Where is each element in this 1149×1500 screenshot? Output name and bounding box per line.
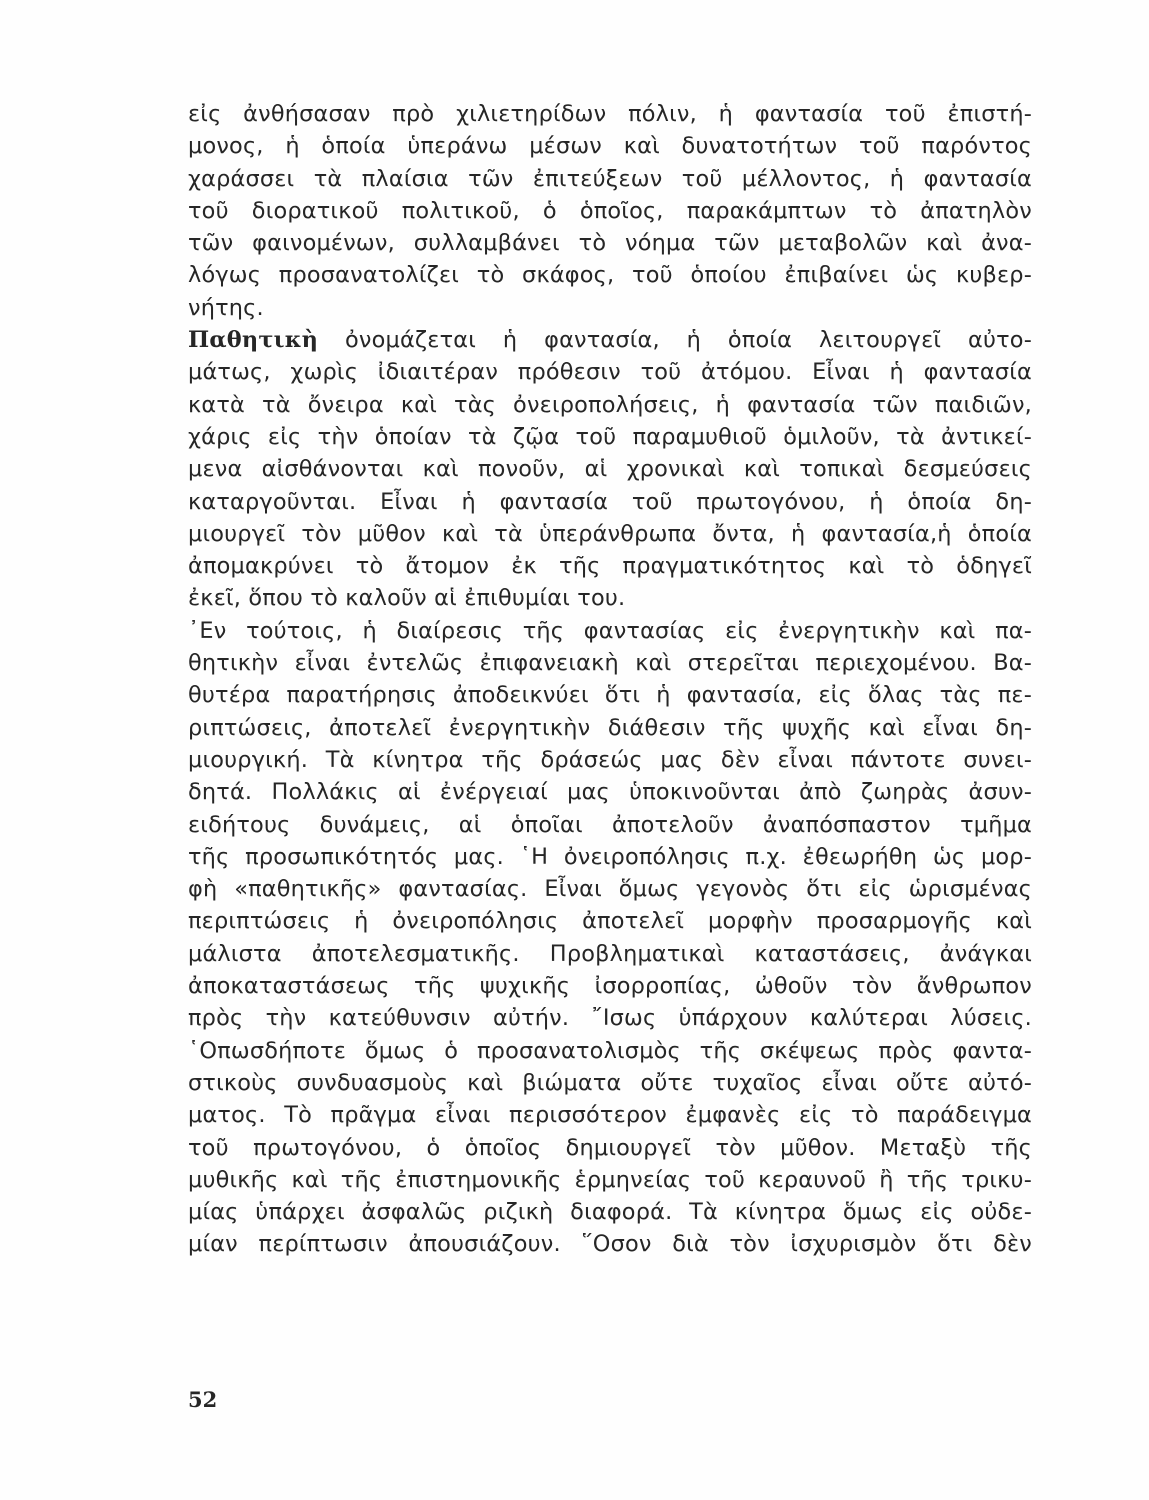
text-line: καταργοῦνται. Εἶναι ἡ φαντασία τοῦ πρωτογόνου, ἡ ὁποία δη- bbox=[188, 488, 1032, 515]
text-line: μίας ὑπάρχει ἀσφαλῶς ριζικὴ διαφορά. Τὰ κίνητρα ὅμως εἰς οὐδε- bbox=[188, 1199, 1032, 1226]
text-line: τῶν φαινομένων, συλλαμβάνει τὸ νόημα τῶν μεταβολῶν καὶ ἀνα- bbox=[188, 230, 1032, 257]
text-line: μυθικῆς καὶ τῆς ἐπιστημονικῆς ἑρμηνείας τοῦ κεραυνοῦ ἢ τῆς τρικυ- bbox=[188, 1166, 1032, 1193]
text-line: μιουργική. Τὰ κίνητρα τῆς δράσεώς μας δὲν εἶναι πάντοτε συνει- bbox=[188, 746, 1032, 773]
text-line: μάλιστα ἀποτελεσματικῆς. Προβληματικαὶ καταστάσεις, ἀνάγκαι bbox=[188, 940, 1032, 967]
text-line: ᾿Εν τούτοις, ἡ διαίρεσις τῆς φαντασίας εἰς ἐνεργητικὴν καὶ πα- bbox=[188, 617, 1032, 644]
text-line: μονος, ἡ ὁποία ὑπεράνω μέσων καὶ δυνατοτήτων τοῦ παρόντος bbox=[188, 133, 1032, 160]
text-line: κατὰ τὰ ὄνειρα καὶ τὰς ὀνειροπολήσεις, ἡ φαντασία τῶν παιδιῶν, bbox=[188, 391, 1032, 418]
term-bold: Παθητικὴ bbox=[188, 327, 319, 354]
text-line: θητικὴν εἶναι ἐντελῶς ἐπιφανειακὴ καὶ στερεῖται περιεχομένου. Βα- bbox=[188, 650, 1032, 677]
text-line: λόγως προσανατολίζει τὸ σκάφος, τοῦ ὁποίου ἐπιβαίνει ὡς κυβερ- bbox=[188, 262, 1032, 289]
text-line: ριπτώσεις, ἀποτελεῖ ἐνεργητικὴν διάθεσιν τῆς ψυχῆς καὶ εἶναι δη- bbox=[188, 714, 1032, 741]
text-line: τῆς προσωπικότητός μας. ῾Η ὀνειροπόλησις π.χ. ἐθεωρήθη ὡς μορ- bbox=[188, 843, 1032, 870]
text-line: μίαν περίπτωσιν ἀπουσιάζουν. ῞Οσον διὰ τὸν ἰσχυρισμὸν ὅτι δὲν bbox=[188, 1231, 1032, 1258]
text-line: χάρις εἰς τὴν ὁποίαν τὰ ζῷα τοῦ παραμυθιοῦ ὁμιλοῦν, τὰ ἀντικεί- bbox=[188, 423, 1032, 450]
text-line: ειδήτους δυνάμεις, αἱ ὁποῖαι ἀποτελοῦν ἀναπόσπαστον τμῆμα bbox=[188, 811, 1032, 838]
text-line: φὴ «παθητικῆς» φαντασίας. Εἶναι ὅμως γεγονὸς ὅτι εἰς ὡρισμένας bbox=[188, 876, 1032, 903]
text-line: ἀποκαταστάσεως τῆς ψυχικῆς ἰσορροπίας, ὠθοῦν τὸν ἄνθρωπον bbox=[188, 973, 1032, 1000]
text-line: μιουργεῖ τὸν μῦθον καὶ τὰ ὑπεράνθρωπα ὄντα, ἡ φαντασία,ἡ ὁποία bbox=[188, 520, 1032, 547]
text-run: ὀνομάζεται ἡ φαντασία, ἡ ὁποία λειτουργεῖ αὐτο- bbox=[318, 327, 1032, 354]
text-line: μενα αἰσθάνονται καὶ πονοῦν, αἱ χρονικαὶ καὶ τοπικαὶ δεσμεύσεις bbox=[188, 456, 1032, 483]
text-line: εἰς ἀνθήσασαν πρὸ χιλιετηρίδων πόλιν, ἡ φαντασία τοῦ ἐπιστή- bbox=[188, 101, 1032, 127]
text-line: θυτέρα παρατήρησις ἀποδεικνύει ὅτι ἡ φαντασία, εἰς ὅλας τὰς πε- bbox=[188, 682, 1032, 709]
text-line: ἀπομακρύνει τὸ ἄτομον ἐκ τῆς πραγματικότητος καὶ τὸ ὁδηγεῖ bbox=[188, 553, 1032, 580]
text-line: νήτης. bbox=[188, 294, 264, 321]
text-line: χαράσσει τὰ πλαίσια τῶν ἐπιτεύξεων τοῦ μέλλοντος, ἡ φαντασία bbox=[188, 165, 1032, 192]
text-line: ματος. Τὸ πρᾶγμα εἶναι περισσότερον ἐμφανὲς εἰς τὸ παράδειγμα bbox=[188, 1102, 1032, 1129]
text-line: δητά. Πολλάκις αἱ ἐνέργειαί μας ὑποκινοῦνται ἀπὸ ζωηρὰς ἀσυν- bbox=[188, 779, 1032, 806]
text-line: ῾Οπωσδήποτε ὅμως ὁ προσανατολισμὸς τῆς σκέψεως πρὸς φαντα- bbox=[188, 1037, 1032, 1064]
body-text bbox=[188, 98, 1032, 1261]
text-line: τοῦ πρωτογόνου, ὁ ὁποῖος δημιουργεῖ τὸν μῦθον. Μεταξὺ τῆς bbox=[188, 1134, 1032, 1161]
text-line: περιπτώσεις ἡ ὀνειροπόλησις ἀποτελεῖ μορφὴν προσαρμογῆς καὶ bbox=[188, 908, 1032, 935]
page-number: 52 bbox=[188, 1387, 218, 1412]
text-line: ἐκεῖ, ὅπου τὸ καλοῦν αἱ ἐπιθυμίαι του. bbox=[188, 585, 626, 612]
text-line: πρὸς τὴν κατεύθυνσιν αὐτήν. ῎Ισως ὑπάρχουν καλύτεραι λύσεις. bbox=[188, 1005, 1032, 1032]
text-line: στικοὺς συνδυασμοὺς καὶ βιώματα οὔτε τυχαῖος εἶναι οὔτε αὐτό- bbox=[188, 1069, 1032, 1096]
text-line bbox=[188, 324, 1032, 356]
text-line: μάτως, χωρὶς ἰδιαιτέραν πρόθεσιν τοῦ ἀτόμου. Εἶναι ἡ φαντασία bbox=[188, 359, 1032, 386]
text-line: τοῦ διορατικοῦ πολιτικοῦ, ὁ ὁποῖος, παρακάμπτων τὸ ἀπατηλὸν bbox=[188, 197, 1032, 224]
